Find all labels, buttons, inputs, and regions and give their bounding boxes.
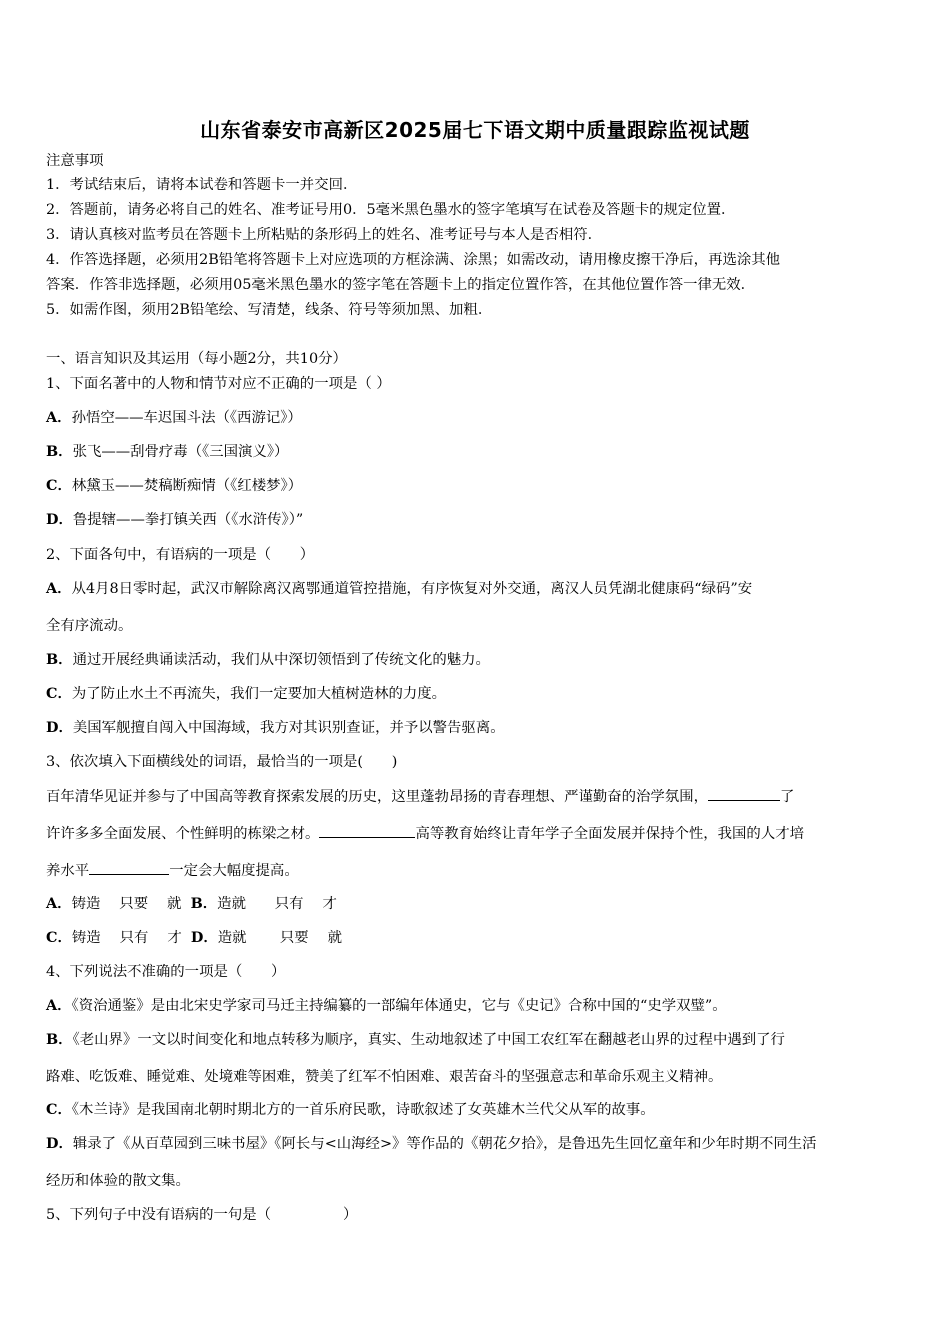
fill-blank bbox=[89, 860, 169, 875]
option-text: 《木兰诗》是我国南北朝时期北方的一首乐府民歌，诗歌叙述了女英雄木兰代父从军的故事。 bbox=[71, 1102, 655, 1118]
question-2-stem: 2、下面各句中，有语病的一项是（ ） bbox=[46, 547, 315, 563]
option-text: 林黛玉——焚稿断痴情（《红楼梦》） bbox=[71, 478, 303, 494]
option-text: 《老山界》一文以时间变化和地点转移为顺序，真实、生动地叙述了中国工农红军在翻越老山界的过程中遇到了行 bbox=[72, 1032, 785, 1048]
option-text: 铸造 只有 才 bbox=[71, 930, 182, 946]
option-label: D． bbox=[190, 929, 218, 946]
option-text: 辑录了《从百草园到三味书屋》《阿长与<山海经>》等作品的《朝花夕拾》，是鲁迅先生回忆童年和少年时期不同生活 bbox=[72, 1136, 817, 1152]
question-3-options-row bbox=[46, 928, 342, 948]
passage-text: 养水平 bbox=[46, 863, 90, 879]
question-2-option-d bbox=[46, 718, 505, 738]
notice-item: 答案．作答非选择题，必须用05毫米黑色墨水的签字笔在答题卡上的指定位置作答，在其他位置作答一律无效． bbox=[46, 277, 756, 293]
question-1-option-d bbox=[46, 510, 303, 530]
question-2-option-a-cont: 全有序流动。 bbox=[46, 618, 133, 634]
passage-text: 百年清华见证并参与了中国高等教育探索发展的历史，这里蓬勃昂扬的青春理想、严谨勤奋的治学氛围， bbox=[46, 789, 708, 805]
option-label: A． bbox=[46, 409, 72, 426]
question-3-stem: 3、依次填入下面横线处的词语，最恰当的一项是( ) bbox=[46, 754, 398, 770]
option-label: B． bbox=[190, 895, 218, 912]
option-text: 造就 只要 就 bbox=[217, 930, 343, 946]
fill-blank bbox=[708, 786, 780, 801]
passage-text: 一定会大幅度提高。 bbox=[169, 863, 299, 879]
option-text: 造就 只有 才 bbox=[217, 896, 337, 912]
option-text: 铸造 只要 就 bbox=[71, 896, 182, 912]
option-label: C． bbox=[46, 685, 72, 702]
question-1-option-a bbox=[46, 408, 302, 428]
option-text: 《资治通鉴》是由北宋史学家司马迁主持编纂的一部编年体通史，它与《史记》合称中国的“史学双璧”。 bbox=[71, 998, 727, 1014]
fill-blank bbox=[319, 823, 415, 838]
question-4-option-d bbox=[46, 1134, 817, 1154]
option-text: 张飞——刮骨疗毒（《三国演义》） bbox=[72, 444, 289, 460]
question-5-stem: 5、下列句子中没有语病的一句是（ ） bbox=[46, 1207, 358, 1223]
option-label: B． bbox=[46, 443, 73, 460]
option-label: B． bbox=[46, 1031, 73, 1048]
option-label: D． bbox=[46, 719, 73, 736]
option-text: 从4月8日零时起，武汉市解除离汉离鄂通道管控措施，有序恢复对外交通，离汉人员凭湖北健康码“绿码”安 bbox=[71, 581, 753, 597]
page-title: 山东省泰安市高新区2025届七下语文期中质量跟踪监视试题 bbox=[200, 118, 750, 142]
question-2-option-a bbox=[46, 579, 752, 599]
question-1-option-c bbox=[46, 476, 302, 496]
question-3-options-row bbox=[46, 894, 337, 914]
notice-item: 4．作答选择题，必须用2B铅笔将答题卡上对应选项的方框涂满、涂黑；如需改动，请用橡皮擦干净后，再选涂其他 bbox=[46, 252, 781, 268]
option-text: 鲁提辖——拳打镇关西（《水浒传》）” bbox=[72, 512, 304, 528]
option-text: 通过开展经典诵读活动，我们从中深切领悟到了传统文化的魅力。 bbox=[72, 652, 490, 668]
option-label: D． bbox=[46, 1135, 73, 1152]
notice-item: 5．如需作图，须用2B铅笔绘、写清楚，线条、符号等须加黑、加粗． bbox=[46, 302, 493, 318]
question-4-option-b bbox=[46, 1030, 785, 1050]
option-label: C． bbox=[46, 477, 72, 494]
option-text: 孙悟空——车迟国斗法（《西游记》） bbox=[71, 410, 302, 426]
question-1-option-b bbox=[46, 442, 288, 462]
question-4-option-a bbox=[46, 996, 727, 1016]
question-4-option-d-cont: 经历和体验的散文集。 bbox=[46, 1173, 190, 1189]
option-label: D． bbox=[46, 511, 73, 528]
question-3-passage-line bbox=[46, 786, 794, 807]
passage-text: 许许多多全面发展、个性鲜明的栋梁之材。 bbox=[46, 826, 320, 842]
option-label: A． bbox=[46, 997, 72, 1014]
notice-item: 3．请认真核对监考员在答题卡上所粘贴的条形码上的姓名、准考证号与本人是否相符． bbox=[46, 227, 603, 243]
question-3-passage-line bbox=[46, 860, 299, 881]
section-heading: 一、语言知识及其运用（每小题2分，共10分） bbox=[46, 351, 347, 367]
option-text: 为了防止水土不再流失，我们一定要加大植树造林的力度。 bbox=[71, 686, 447, 702]
passage-text: 高等教育始终让青年学子全面发展并保持个性，我国的人才培 bbox=[415, 826, 804, 842]
question-2-option-b bbox=[46, 650, 490, 670]
question-4-option-c bbox=[46, 1100, 655, 1120]
question-1-stem: 1、下面名著中的人物和情节对应不正确的一项是（ ） bbox=[46, 376, 391, 392]
option-label: C． bbox=[46, 929, 72, 946]
question-4-stem: 4、下列说法不准确的一项是（ ） bbox=[46, 964, 286, 980]
notice-item: 1．考试结束后，请将本试卷和答题卡一并交回． bbox=[46, 177, 358, 193]
question-3-passage-line bbox=[46, 823, 804, 844]
notice-item: 2．答题前，请务必将自己的姓名、准考证号用0．5毫米黑色墨水的签字笔填写在试卷及答题卡的规定位置． bbox=[46, 202, 736, 218]
passage-text: 了 bbox=[779, 789, 795, 805]
option-label: B． bbox=[46, 651, 73, 668]
question-4-option-b-cont: 路难、吃饭难、睡觉难、处境难等困难，赞美了红军不怕困难、艰苦奋斗的坚强意志和革命乐观主义精神。 bbox=[46, 1069, 723, 1085]
option-label: C． bbox=[46, 1101, 72, 1118]
option-label: A． bbox=[46, 895, 72, 912]
option-text: 美国军舰擅自闯入中国海域，我方对其识别查证，并予以警告驱离。 bbox=[72, 720, 505, 736]
question-2-option-c bbox=[46, 684, 446, 704]
option-label: A． bbox=[46, 580, 72, 597]
notice-heading: 注意事项 bbox=[46, 153, 104, 169]
